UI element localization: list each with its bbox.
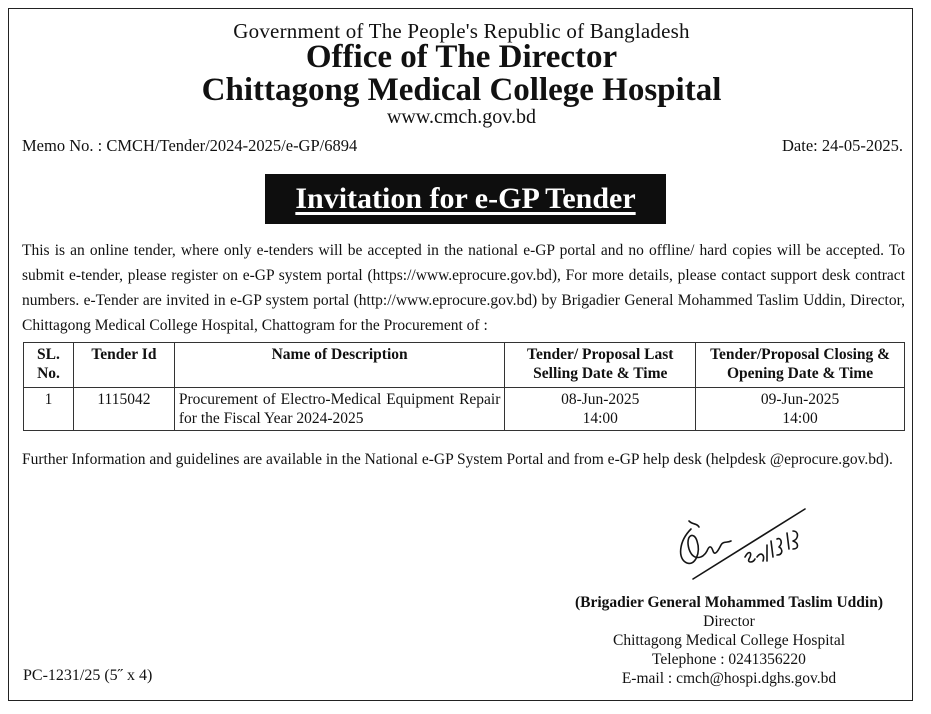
government-heading: Government of The People's Republic of Bangladesh <box>233 19 690 43</box>
signatory-title: Director <box>703 613 755 630</box>
cell-closing-date: 09-Jun-2025 <box>760 391 840 408</box>
signatory-name: (Brigadier General Mohammed Taslim Uddin) <box>574 594 883 611</box>
intro-paragraph: This is an online tender, where only e-tenders will be accepted in the national e-GP portal and no offline/ hard copies will be accepted. To submit e-tender, please register on e-GP system portal (https://www.eprocure.gov.bd), For more details, please contact support desk contract numbers. e-Tender are invited in e-GP system portal (http://www.eprocure.gov.bd) by Brigadier General Mohammed Taslim Uddin, Director, Chittagong Medical College Hospital, Chattogram for the Procurement of : <box>22 242 905 334</box>
table-row <box>24 388 905 431</box>
cell-sl: 1 <box>24 388 74 431</box>
header-selling-line2: Selling Date & Time <box>533 365 668 382</box>
header-tender-id: Tender Id <box>73 343 174 388</box>
handwritten-signature <box>649 501 809 601</box>
signatory-organization: Chittagong Medical College Hospital <box>612 632 846 649</box>
pc-code: PC-1231/25 (5˝ x 4) <box>23 667 153 684</box>
cell-selling-date: 08-Jun-2025 <box>561 391 640 408</box>
tender-banner <box>265 174 666 224</box>
further-information: Further Information and guidelines are available in the National e-GP System Portal and from e-GP help desk (helpdesk @eprocure.gov.bd). <box>22 451 893 468</box>
header-closing-date <box>696 343 905 388</box>
header-selling-line1: Tender/ Proposal Last <box>527 346 674 363</box>
tender-banner-text: Invitation for e-GP Tender <box>295 182 636 215</box>
header-closing-line2: Opening Date & Time <box>726 365 874 382</box>
cell-selling-time: 14:00 <box>582 410 618 427</box>
header-description: Name of Description <box>174 343 505 388</box>
header-sl-line2: No. <box>37 365 60 382</box>
header-selling-date <box>505 343 696 388</box>
website-link[interactable]: www.cmch.gov.bd <box>386 106 537 128</box>
office-title: Office of The Director <box>305 39 618 75</box>
signatory-email[interactable]: E-mail : cmch@hospi.dghs.gov.bd <box>621 670 837 687</box>
cell-closing-datetime <box>696 388 905 431</box>
notice-frame <box>8 8 913 701</box>
hospital-title: Chittagong Medical College Hospital <box>201 72 722 108</box>
cell-description: Procurement of Electro-Medical Equipment Repair for the Fiscal Year 2024-2025 <box>174 388 505 431</box>
header-closing-line1: Tender/Proposal Closing & <box>710 346 891 363</box>
header-sl <box>24 343 74 388</box>
cell-selling-datetime <box>505 388 696 431</box>
cell-tender-id: 1115042 <box>73 388 174 431</box>
table-header-row <box>24 343 905 388</box>
cell-closing-time: 14:00 <box>782 410 818 427</box>
header-sl-line1: SL. <box>37 346 60 363</box>
signatory-block <box>529 593 929 688</box>
memo-date: Date: 24-05-2025. <box>782 136 903 155</box>
tender-table <box>23 342 905 431</box>
memo-number: Memo No. : CMCH/Tender/2024-2025/e-GP/6894 <box>22 136 358 155</box>
signatory-telephone: Telephone : 0241356220 <box>652 651 806 668</box>
